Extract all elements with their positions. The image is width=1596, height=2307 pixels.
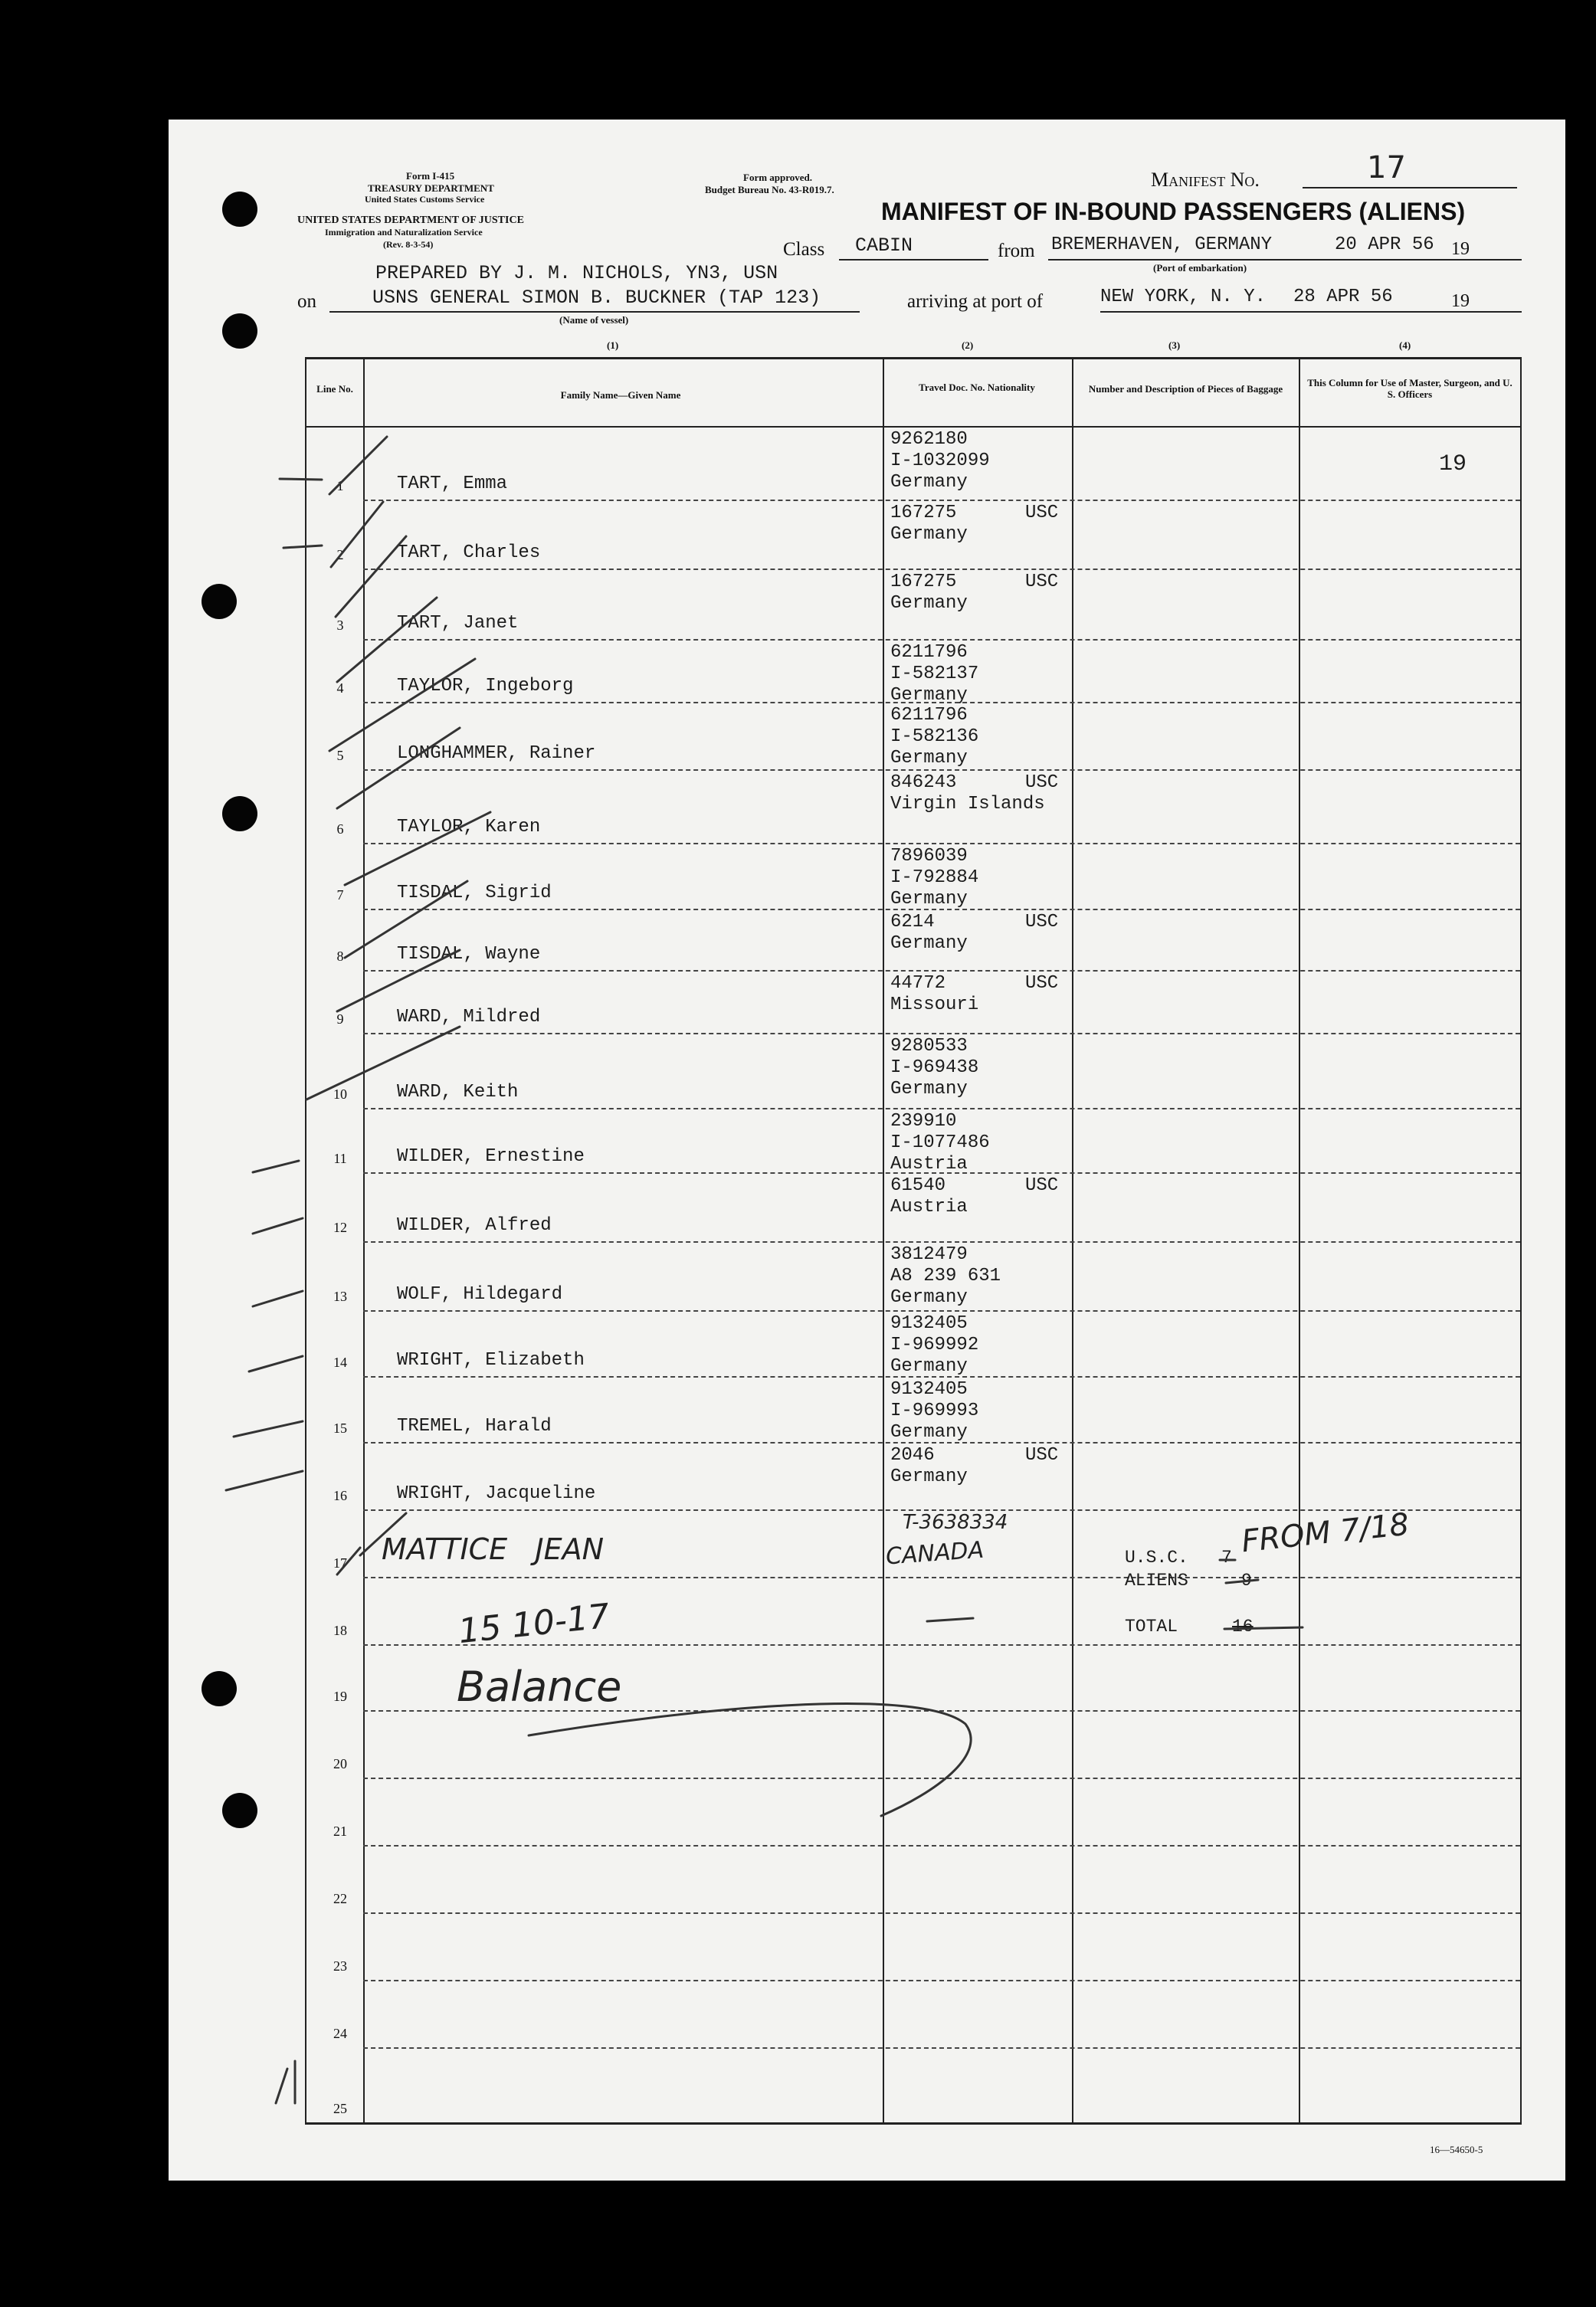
arrival-date: 28 APR 56 [1293,287,1393,307]
passenger-name: WRIGHT, Elizabeth [397,1350,585,1371]
line-number: 25 [333,2101,347,2116]
check-mark [329,659,475,751]
col-num-3: (3) [1168,339,1181,351]
tally-mark [234,1421,303,1437]
line-number: 12 [333,1220,347,1235]
usc-marker: USC [1025,973,1059,994]
travel-doc-line: 9132405 [890,1379,968,1400]
line-number: 10 [333,1086,347,1102]
travel-doc-line: Germany [890,748,968,768]
travel-doc-line: Austria [890,1197,968,1217]
line-number: 23 [333,1958,347,1974]
tally-mark [253,1291,303,1306]
budget-bureau: Budget Bureau No. 43-R019.7. [705,184,834,195]
aliens-value: 9 [1241,1571,1252,1591]
tally-mark [253,1218,303,1234]
handwritten-count-note: 15 10-17 [456,1596,611,1652]
travel-doc-line: 3812479 [890,1244,968,1265]
usc-value: 7 [1221,1548,1232,1568]
check-mark [337,1513,406,1575]
travel-doc-line: 6211796 [890,705,968,726]
handwritten-doc-number: T-3638334 [903,1511,1008,1534]
travel-doc-line: 7896039 [890,846,968,867]
passenger-name: WARD, Keith [397,1082,519,1103]
line-number: 7 [336,887,344,903]
travel-doc-line: Germany [890,472,968,493]
col-num-4: (4) [1399,339,1411,351]
travel-doc-line: 2046 [890,1445,935,1466]
tally-mark [253,1161,299,1172]
line-number: 19 [333,1689,347,1704]
passenger-name: WRIGHT, Jacqueline [397,1483,596,1504]
customs-service: United States Customs Service [365,194,485,205]
ins-service: Immigration and Naturalization Service [325,227,483,238]
line-number: 6 [336,821,344,837]
handwritten-from-note: FROM 7/18 [1240,1506,1411,1560]
line-number: 3 [336,618,344,633]
line-number: 16 [333,1488,347,1503]
travel-doc-line: I-582137 [890,664,979,684]
strike-total [1224,1627,1303,1629]
col-header-line: Line No. [316,383,353,395]
travel-doc-line: I-1077486 [890,1132,990,1153]
port-embark-caption: (Port of embarkation) [1153,262,1247,274]
handwritten-name: MATTICE JEAN [382,1532,605,1566]
prepared-by: PREPARED BY J. M. NICHOLS, YN3, USN [375,262,778,284]
line-number: 2 [336,547,344,562]
check-mark [283,502,383,567]
passenger-name: TAYLOR, Ingeborg [397,676,574,696]
travel-doc-line: Germany [890,593,968,614]
port-embarkation: BREMERHAVEN, GERMANY [1051,234,1273,255]
on-label: on [297,291,316,312]
year-suffix-2: 19 [1451,291,1470,311]
travel-doc-line: Germany [890,933,968,954]
line-number: 11 [333,1151,347,1166]
line-number: 1 [336,478,344,493]
usc-marker: USC [1025,1445,1059,1466]
form-number: Form I-415 [406,170,455,182]
passenger-name: TREMEL, Harald [397,1416,552,1437]
col-header-baggage: Number and Description of Pieces of Baggage [1088,383,1283,395]
line-number: 8 [336,949,344,964]
check-mark [345,881,467,958]
tally-mark [226,1471,303,1490]
line-number: 21 [333,1824,347,1839]
line-number: 15 [333,1421,347,1436]
travel-doc-line: I-582136 [890,726,979,747]
passenger-name: WILDER, Alfred [397,1215,552,1236]
usc-marker: USC [1025,572,1059,592]
handwritten-balance: Balance [457,1663,622,1711]
travel-doc-line: I-969992 [890,1335,979,1355]
check-mark [337,728,460,808]
travel-doc-line: Germany [890,1466,968,1487]
embark-date: 20 APR 56 [1335,234,1434,255]
travel-doc-line: 6211796 [890,642,968,663]
dept-justice: UNITED STATES DEPARTMENT OF JUSTICE [297,215,524,226]
travel-doc-line: Germany [890,1356,968,1377]
balance-swoosh [529,1704,971,1816]
form-approved: Form approved. [743,172,813,183]
passenger-name: WILDER, Ernestine [397,1146,585,1167]
total-label: TOTAL [1125,1617,1178,1637]
travel-doc-line: I-1032099 [890,451,990,471]
travel-doc-line: I-792884 [890,867,979,888]
travel-doc-line: Germany [890,1422,968,1443]
year-suffix-1: 19 [1451,239,1470,259]
usc-marker: USC [1025,772,1059,793]
passenger-name: TISDAL, Sigrid [397,883,552,903]
strike-aliens [1226,1580,1258,1583]
handwritten-nationality: CANADA [884,1536,985,1571]
travel-doc-line: Missouri [890,995,979,1015]
check-mark [345,812,490,885]
travel-doc-line: 6214 [890,912,935,932]
class-label: Class [783,239,825,260]
vessel-caption: (Name of vessel) [559,314,629,326]
travel-doc-line: 846243 [890,772,957,793]
tally-mark [249,1356,303,1371]
from-label: from [998,241,1035,261]
col-header-travel: Travel Doc. No. Nationality [919,382,1035,393]
manifest-title: MANIFEST OF IN-BOUND PASSENGERS (ALIENS) [881,198,1466,225]
line-number: 9 [336,1011,344,1027]
travel-doc-line: 9262180 [890,429,968,450]
arrival-port: NEW YORK, N. Y. [1100,287,1267,307]
col-num-1: (1) [607,339,619,351]
arriving-label: arriving at port of [907,291,1044,312]
check-mark [306,1027,460,1099]
travel-doc-line: I-969993 [890,1401,979,1421]
line-number: 14 [333,1355,347,1370]
usc-label: U.S.C. [1125,1548,1188,1568]
passenger-name: TART, Emma [397,474,508,494]
passenger-name: TAYLOR, Karen [397,817,541,837]
class-value: CABIN [855,234,913,257]
line-number: 22 [333,1891,347,1906]
officer-note: 19 [1439,451,1467,477]
travel-doc-line: Germany [890,524,968,545]
col-header-officers: This Column for Use of Master, Surgeon, and U. S. Officers [1307,377,1512,400]
travel-doc-line: 239910 [890,1111,957,1132]
total-value: 16 [1232,1617,1254,1637]
line-number: 18 [333,1623,347,1638]
print-code: 16—54650-5 [1430,2144,1483,2155]
line-number: 5 [336,748,344,763]
travel-doc-line: 167275 [890,572,957,592]
passenger-name: WOLF, Hildegard [397,1284,563,1305]
check-mark [276,2061,295,2103]
travel-doc-line: A8 239 631 [890,1266,1001,1286]
usc-marker: USC [1025,912,1059,932]
usc-marker: USC [1025,1175,1059,1196]
line-number: 24 [333,2026,347,2041]
line-number: 20 [333,1756,347,1771]
travel-doc-line: Virgin Islands [890,794,1045,814]
col-num-2: (2) [962,339,974,351]
travel-doc-line: 61540 [890,1175,946,1196]
underline-18 [927,1618,973,1621]
line-number: 17 [333,1555,347,1571]
aliens-label: ALIENS [1125,1571,1188,1591]
passenger-name: WARD, Mildred [397,1007,541,1027]
line-number: 13 [333,1289,347,1304]
col-header-name: Family Name—Given Name [560,389,681,401]
vessel-name: USNS GENERAL SIMON B. BUCKNER (TAP 123) [372,287,821,309]
dept-treasury: TREASURY DEPARTMENT [368,182,494,194]
travel-doc-line: Germany [890,1079,968,1099]
manifest-label: Manifest No. [1151,169,1260,191]
line-number: 4 [336,680,344,696]
travel-doc-line: 167275 [890,503,957,523]
passenger-name: TISDAL, Wayne [397,944,541,965]
travel-doc-line: Germany [890,889,968,909]
check-mark [280,437,387,494]
check-mark [337,598,437,682]
travel-doc-line: 9132405 [890,1313,968,1334]
travel-doc-line: Germany [890,685,968,706]
usc-marker: USC [1025,503,1059,523]
revision: (Rev. 8-3-54) [383,239,434,250]
travel-doc-line: Germany [890,1287,968,1308]
passenger-name: TART, Charles [397,542,541,563]
travel-doc-line: 44772 [890,973,946,994]
passenger-name: LONGHAMMER, Rainer [397,743,596,764]
manifest-number: 17 [1367,150,1406,185]
travel-doc-line: I-969438 [890,1057,979,1078]
check-mark [337,950,460,1011]
passenger-name: TART, Janet [397,613,519,634]
travel-doc-line: Austria [890,1154,968,1175]
travel-doc-line: 9280533 [890,1036,968,1057]
